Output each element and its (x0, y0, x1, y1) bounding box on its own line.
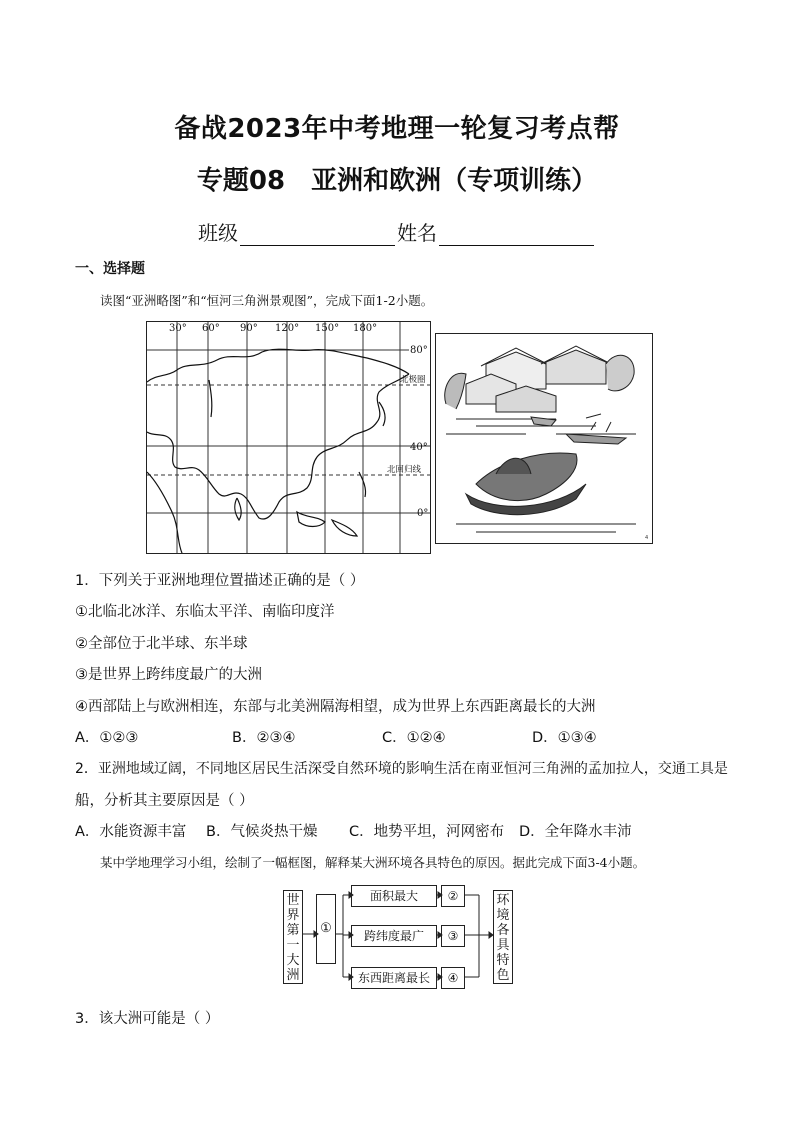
class-blank[interactable] (240, 225, 395, 246)
photo-corner-mark: 4 (645, 535, 649, 541)
q1-choice-d[interactable]: D．①③④ (532, 730, 597, 746)
flow-box-area: 面积最大 (351, 885, 437, 907)
q2-stem-line1: 2．亚洲地域辽阔，不同地区居民生活深受自然环境的影响生活在南亚恒河三角洲的孟加拉人，交通工具是 (75, 761, 728, 777)
flow-circle-1: ① (316, 894, 336, 964)
doc-subtitle (0, 160, 794, 197)
map-lon-60: 60° (202, 323, 220, 334)
q1-stem: 1．下列关于亚洲地理位置描述正确的是（ ） (75, 573, 365, 589)
map-tropic-cancer: 北回归线 (387, 465, 422, 475)
flow-box-latitude: 跨纬度最广 (351, 925, 437, 947)
section-heading: 一、选择题 (75, 261, 145, 277)
ganges-delta-sketch (436, 334, 652, 543)
q1-choice-a[interactable]: A．①②③ (75, 730, 139, 746)
flow-circle-3: ③ (441, 925, 465, 947)
flow-circle-4: ④ (441, 967, 465, 989)
q1-statement-3: ③是世界上跨纬度最广的大洲 (75, 667, 262, 683)
q3-stem: 3．该大洲可能是（ ） (75, 1011, 220, 1027)
flow-circle-2: ② (441, 885, 465, 907)
q2-choice-b[interactable]: B．气候炎热干燥 (206, 824, 318, 840)
ganges-delta-image (435, 333, 653, 544)
map-lon-180: 180° (353, 323, 378, 334)
q2-choice-a[interactable]: A．水能资源丰富 (75, 824, 187, 840)
q2-choice-c[interactable]: C．地势平坦，河网密布 (349, 824, 505, 840)
subtitle-topic-number: 专题08 (196, 166, 286, 196)
intro-q1-2: 读图“亚洲略图”和“恒河三角洲景观图”，完成下面1-2小题。 (100, 293, 434, 308)
subtitle-topic-name: 亚洲和欧洲（专项训练） (311, 166, 598, 196)
q1-choices (75, 726, 725, 747)
flowchart (283, 884, 513, 984)
map-lat-80: 80° (410, 345, 428, 356)
flow-right-box: 环境各具特色 (493, 890, 513, 984)
intro-q3-4: 某中学地理学习小组，绘制了一幅框图，解释某大洲环境各具特色的原因。据此完成下面3-4小题。 (100, 855, 646, 870)
q2-choices (75, 820, 725, 841)
flow-left-box: 世界第一大洲 (283, 890, 303, 984)
q1-choice-b[interactable]: B．②③④ (232, 730, 296, 746)
q1-statement-1: ①北临北冰洋、东临太平洋、南临印度洋 (75, 604, 335, 620)
class-label: 班级 (198, 221, 238, 245)
map-lat-0: 0° (417, 508, 429, 519)
map-lon-30: 30° (169, 323, 187, 334)
asia-map (146, 321, 431, 554)
flow-arrows (283, 884, 513, 990)
q1-statement-4: ④西部陆上与欧洲相连，东部与北美洲隔海相望，成为世界上东西距离最长的大洲 (75, 699, 596, 715)
asia-map-svg (147, 322, 430, 553)
map-lon-150: 150° (315, 323, 340, 334)
map-lat-40: 40° (410, 442, 428, 453)
class-name-line (0, 217, 794, 246)
flow-box-eastwest: 东西距离最长 (351, 967, 437, 989)
name-label: 姓名 (397, 221, 437, 245)
q1-statement-2: ②全部位于北半球、东半球 (75, 636, 248, 652)
q2-choice-d[interactable]: D．全年降水丰沛 (519, 824, 632, 840)
q2-stem-line2: 船，分析其主要原因是（ ） (75, 793, 254, 809)
q1-choice-c[interactable]: C．①②④ (382, 730, 446, 746)
map-arctic-circle: 北极圈 (400, 375, 426, 385)
map-lon-120: 120° (275, 323, 300, 334)
map-lon-90: 90° (240, 323, 258, 334)
doc-title: 备战2023年中考地理一轮复习考点帮 (174, 114, 620, 144)
name-blank[interactable] (439, 225, 594, 246)
